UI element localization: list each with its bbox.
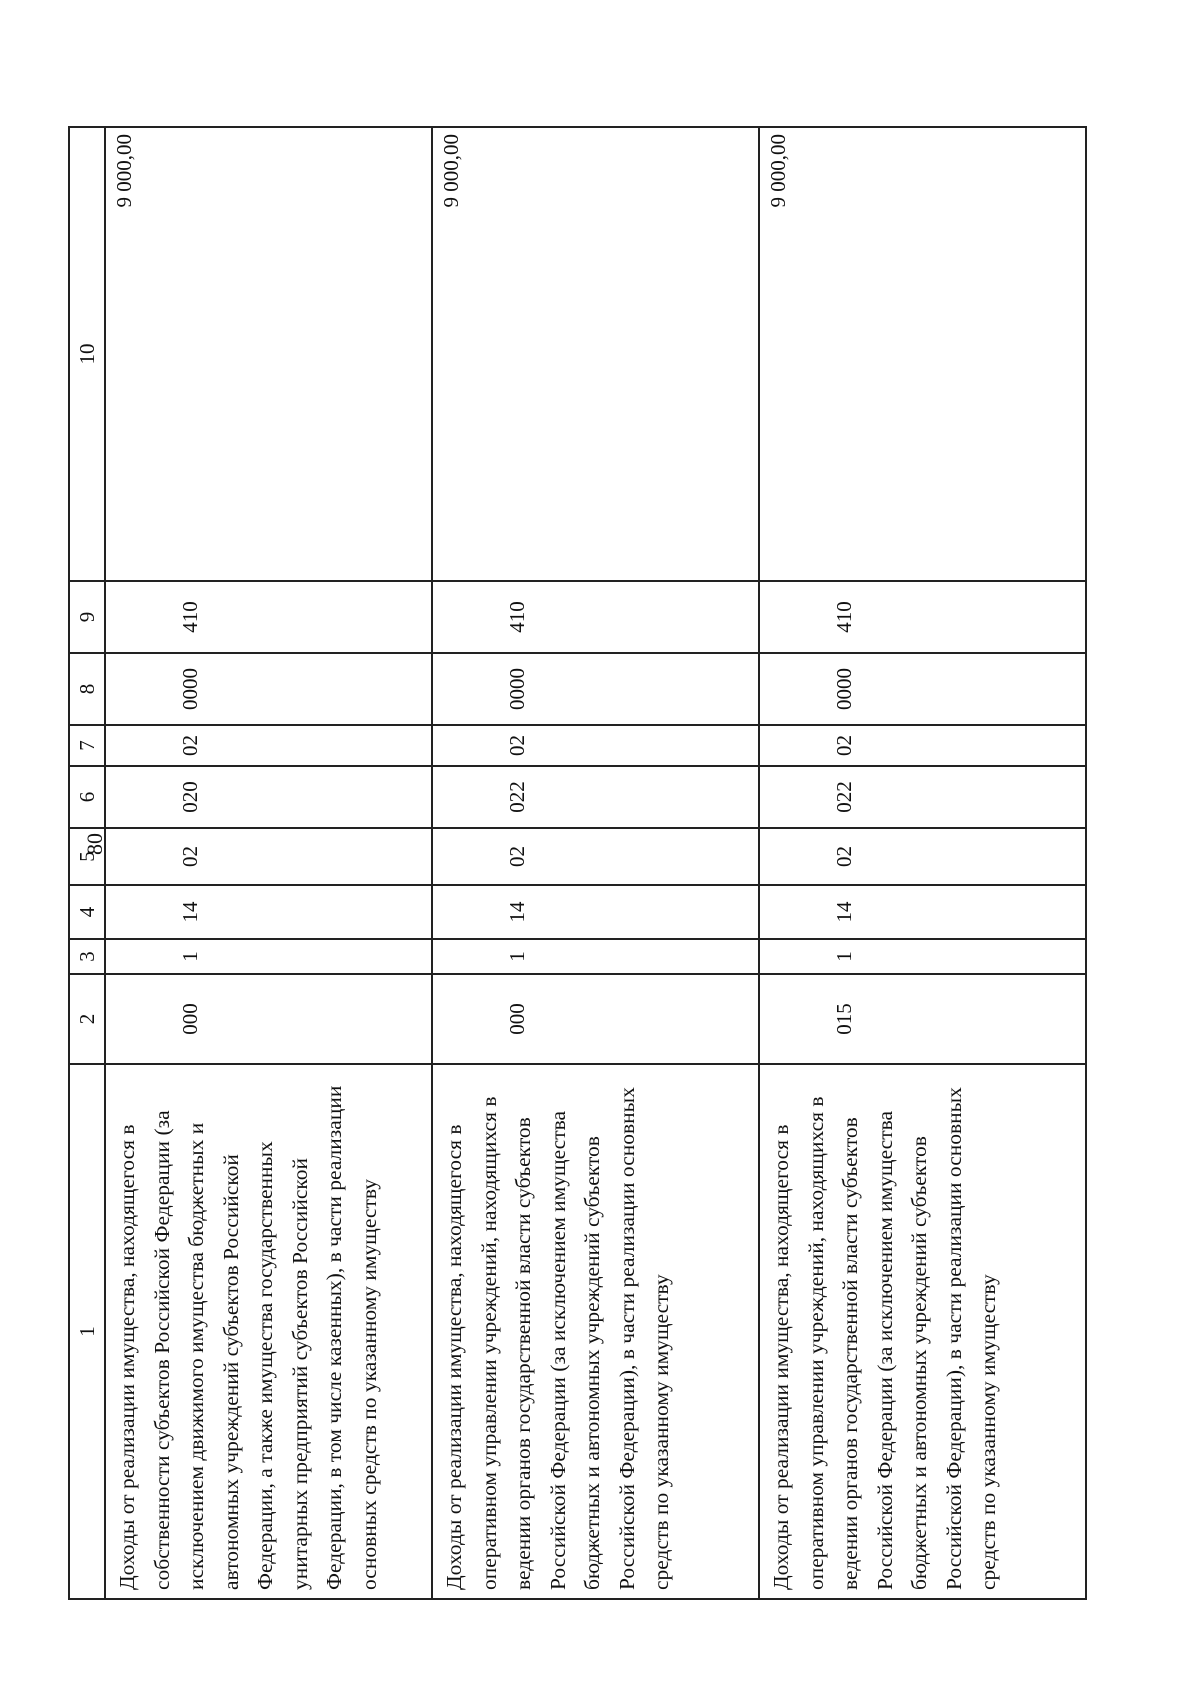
amount-cell: 9 000,00 bbox=[432, 127, 759, 581]
column-header: 4 bbox=[69, 885, 105, 939]
code-cell: 0000 bbox=[759, 653, 1086, 725]
row-description: Доходы от реализации имущества, находящегося в оперативном управлении учреждений, находящихся в ведении органов государственной власти субъектов Российской Федерации (за исключением имущества бюджетных и автономных учреждений субъектов Российской Федерации), в части реализации основных средств по указанному имуществу bbox=[432, 1064, 759, 1599]
amount-cell: 9 000,00 bbox=[759, 127, 1086, 581]
code-cell: 410 bbox=[432, 581, 759, 653]
amount-cell: 9 000,00 bbox=[105, 127, 432, 581]
code-cell: 1 bbox=[759, 939, 1086, 974]
revenue-table bbox=[68, 126, 1087, 1600]
code-cell: 02 bbox=[432, 828, 759, 885]
code-cell: 02 bbox=[105, 828, 432, 885]
code-cell: 020 bbox=[105, 766, 432, 828]
code-cell: 015 bbox=[759, 974, 1086, 1064]
code-cell: 410 bbox=[759, 581, 1086, 653]
code-cell: 000 bbox=[105, 974, 432, 1064]
column-header: 5 bbox=[69, 828, 105, 885]
column-header: 3 bbox=[69, 939, 105, 974]
code-cell: 022 bbox=[432, 766, 759, 828]
row-description: Доходы от реализации имущества, находящегося в оперативном управлении учреждений, находящихся в ведении органов государственной власти субъектов Российской Федерации (за исключением имущества бюджетных и автономных учреждений субъектов Российской Федерации), в части реализации основных средств по указанному имуществу bbox=[759, 1064, 1086, 1599]
row-description: Доходы от реализации имущества, находящегося в собственности субъектов Российской Федерации (за исключением движимого имущества бюджетных и автономных учреждений субъектов Российской Федерации, а также имущества государственных унитарных предприятий субъектов Российской Федерации, в том числе казенных), в части реализации основных средств по указанному имуществу bbox=[105, 1064, 432, 1599]
column-header: 8 bbox=[69, 653, 105, 725]
code-cell: 0000 bbox=[432, 653, 759, 725]
column-header: 6 bbox=[69, 766, 105, 828]
code-cell: 1 bbox=[432, 939, 759, 974]
column-header: 9 bbox=[69, 581, 105, 653]
table-row bbox=[759, 127, 1086, 1599]
code-cell: 02 bbox=[759, 725, 1086, 766]
code-cell: 02 bbox=[759, 828, 1086, 885]
code-cell: 14 bbox=[759, 885, 1086, 939]
code-cell: 1 bbox=[105, 939, 432, 974]
table-row bbox=[105, 127, 432, 1599]
code-cell: 000 bbox=[432, 974, 759, 1064]
column-header: 10 bbox=[69, 127, 105, 581]
code-cell: 14 bbox=[432, 885, 759, 939]
code-cell: 410 bbox=[105, 581, 432, 653]
code-cell: 02 bbox=[432, 725, 759, 766]
header-row bbox=[69, 127, 105, 1599]
code-cell: 022 bbox=[759, 766, 1086, 828]
column-header: 1 bbox=[69, 1064, 105, 1599]
page-number: 80 bbox=[82, 833, 107, 855]
table-row bbox=[432, 127, 759, 1599]
code-cell: 14 bbox=[105, 885, 432, 939]
column-header: 7 bbox=[69, 725, 105, 766]
column-header: 2 bbox=[69, 974, 105, 1064]
code-cell: 0000 bbox=[105, 653, 432, 725]
code-cell: 02 bbox=[105, 725, 432, 766]
